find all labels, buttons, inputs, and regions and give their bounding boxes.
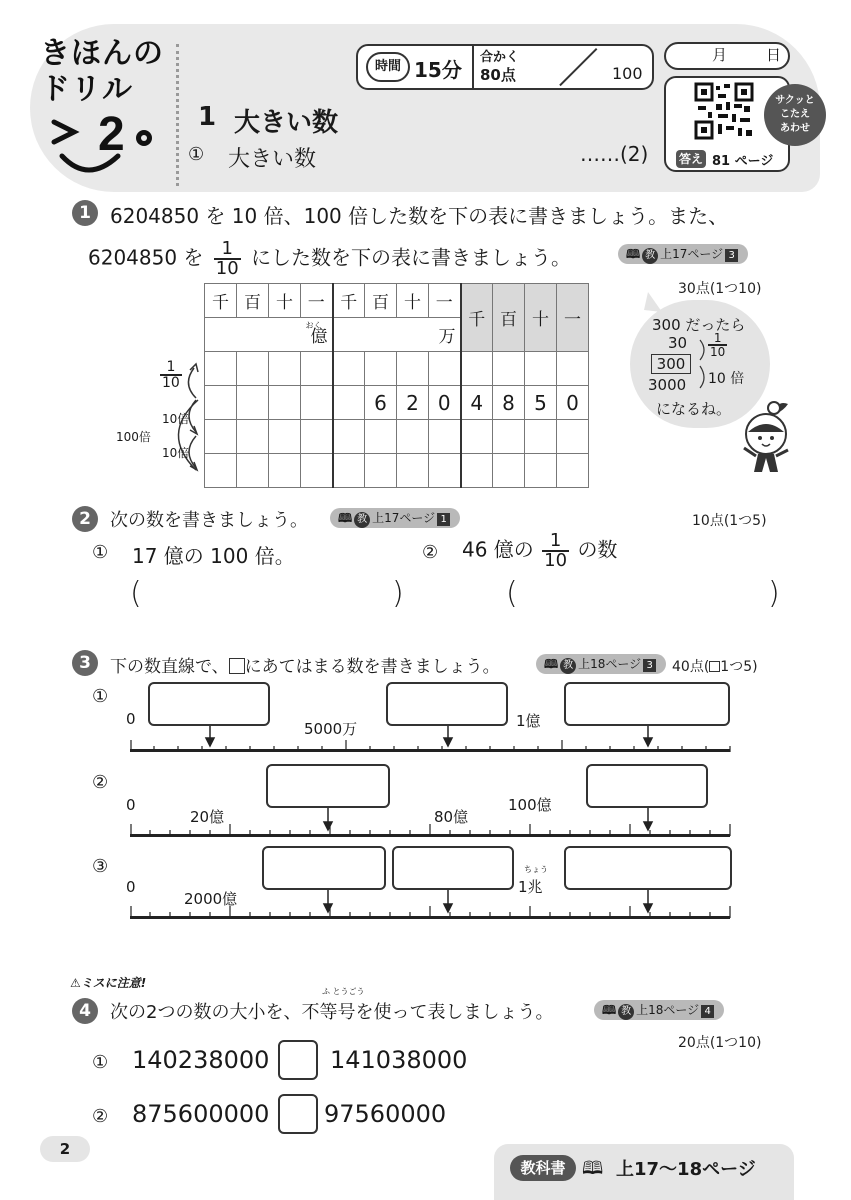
q2-textbook-ref[interactable] [330,508,460,528]
book-icon: 🕮 [582,1158,604,1179]
q1-frac-den: 10 [215,258,239,279]
q4-row1-num: ① [92,1052,109,1073]
q1-points: 30点(1つ10) [678,281,762,297]
box-icon [229,658,245,674]
place-value-table [204,283,589,488]
header-divider [176,44,179,186]
q1-line1: 6204850 を 10 倍、100 倍した数を下の表に書きましょう。また、 [110,204,729,228]
nl1-answer-box-2[interactable] [386,682,508,726]
q1-line2-prefix: 6204850 を [88,245,204,270]
nl2-zero: 0 [126,796,136,814]
q4-ref-mark: 4 [701,1005,714,1018]
q2-item1-text: 17 億の 100 倍。 [132,544,295,568]
table-header-cell: 百 [237,284,269,318]
q2-answer2-open: ( [506,576,518,611]
table-header-cell: 百 [493,284,525,352]
q2-frac-den: 10 [544,550,568,571]
book-icon: 🕮 [602,1003,617,1017]
table-header-cell: 百 [365,284,397,318]
table-header-cell: 千 [461,284,493,352]
pass-label: 合かく [480,50,520,65]
table-cell: 8 [493,386,525,420]
box-icon [709,661,720,672]
question-number-2: 2 [72,506,98,532]
sub-title: 大きい数 [228,147,317,172]
q4-row2-left: 875600000 [132,1100,270,1128]
footer-ref-text: 上17〜18ページ [616,1159,756,1180]
nl3-answer-box-1[interactable] [262,846,386,890]
table-header-cell: 一 [301,284,333,318]
q1-frac-num: 1 [214,240,241,260]
warning-label [70,974,146,991]
q4-text-b: 不等号 [301,1002,356,1023]
nl3-answer-box-3[interactable] [564,846,732,890]
bubble-arrows [696,336,712,396]
group-man: 万 [333,318,461,352]
q2-fraction [542,532,569,570]
logo-number: 2 [98,108,125,161]
kyo-icon: 教 [560,658,576,674]
q3-ref-mark: 3 [643,659,656,672]
logo-title: きほんの ドリル [40,36,164,107]
textbook-badge: 教科書 [510,1155,576,1181]
warning-text: ミスに注意! [80,976,147,990]
side-10x-b: 10倍 [162,446,190,460]
table-row-10x[interactable] [205,420,589,454]
q3-textbook-ref[interactable] [536,654,666,674]
q1-line2 [88,240,571,278]
q2-item2-suffix: の数 [577,537,618,562]
pass-value: 80点 [480,66,516,84]
bubble-line1: 300 だったら [652,316,746,334]
q2-answer1-field[interactable] [152,582,388,616]
q4-ref-text: 上18ページ [636,1003,700,1017]
question-number-3: 3 [72,650,98,676]
q4-row2-compare-box[interactable] [278,1094,318,1134]
nl1-zero: 0 [126,710,136,728]
q1-textbook-ref[interactable] [618,244,748,264]
bubble-line5: になるね。 [656,400,732,418]
book-icon: 🕮 [338,511,353,525]
answer-label: 答え [676,150,706,168]
q2-answer1-close: ) [392,576,404,611]
sub-number: ① [188,144,205,165]
nl3-label-1cho: 1兆 [518,878,543,896]
question-number-1: 1 [72,200,98,226]
bubble-line2: 30 [668,334,688,352]
q4-text-c: を使って表しましょう。 [355,1002,554,1023]
table-cell: 6 [365,386,397,420]
q2-item2-num: ② [422,542,439,563]
table-cell: 0 [429,386,461,420]
table-header-row [205,284,589,318]
day-label: 日 [766,46,782,64]
table-header-cell: 一 [557,284,589,352]
nl1-answer-box-3[interactable] [564,682,730,726]
table-cell [333,386,365,420]
q2-frac-num: 1 [542,532,569,552]
q4-row1-left: 140238000 [132,1046,270,1074]
q2-answer2-close: ) [768,576,780,611]
nl2-ticks [130,808,732,838]
qr-code-icon[interactable] [694,82,754,140]
q2-item2 [462,532,617,570]
nl1-num: ① [92,686,109,707]
time-divider [472,46,474,88]
table-cell: 0 [557,386,589,420]
table-cell [301,386,333,420]
q4-row2-num: ② [92,1106,109,1127]
table-cell: 5 [525,386,557,420]
table-row-tenth[interactable] [205,352,589,386]
q4-points: 20点(1つ10) [678,1035,762,1051]
q2-item2-prefix: 46 億の [462,537,534,562]
q2-answer2-field[interactable] [528,582,764,616]
q3-text-b: にあてはまる数を書きましょう。 [244,657,500,677]
side-frac-den: 10 [162,375,180,391]
mascot-icon [740,398,800,482]
q3-text [110,652,500,677]
table-cell: 2 [397,386,429,420]
q3-text-a: 下の数直線で、 [110,657,229,677]
stopwatch-icon [366,52,410,82]
table-row-original [205,386,589,420]
warning-icon: ⚠ [70,976,81,990]
table-header-cell: 千 [205,284,237,318]
q3-points [672,656,758,676]
q2-text: 次の数を書きましょう。 [110,510,308,531]
side-10x-a: 10倍 [162,412,190,426]
nl3-zero: 0 [126,878,136,896]
table-cell [237,386,269,420]
oku-ruby: おく [305,321,322,330]
bubble-frac-den: 10 [710,345,726,359]
q4-ruby: ふ とうごう [322,987,365,996]
logo-face-icon [48,104,168,184]
q2-points: 10点(1つ5) [692,513,767,529]
q1-line2-suffix: にした数を下の表に書きましょう。 [251,245,572,270]
nl1-label-1oku: 1億 [516,712,541,730]
q1-ref-mark: 3 [725,249,738,262]
nl2-label-100oku: 100億 [508,796,552,814]
table-row-100x[interactable] [205,454,589,488]
q2-ref-mark: 1 [437,513,450,526]
table-header-cell: 十 [269,284,301,318]
unit-title: 大きい数 [234,108,339,138]
bubble-line4b: 10 倍 [708,371,745,387]
q4-row2-right: 97560000 [324,1100,447,1128]
table-header-cell: 千 [333,284,365,318]
nl2-label-20oku: 20億 [190,808,225,826]
kyo-icon: 教 [618,1004,634,1020]
q1-fraction [214,240,241,278]
score-max: 100 [612,64,643,83]
nl3-num: ③ [92,856,109,877]
nl1-ticks [130,726,732,754]
nl3-answer-box-2[interactable] [392,846,514,890]
nl2-answer-box-2[interactable] [586,764,708,808]
nl2-num: ② [92,772,109,793]
q2-ref-text: 上17ページ [372,511,436,525]
q1-ref-text: 上17ページ [660,247,724,261]
table-cell [269,386,301,420]
nl2-label-80oku: 80億 [434,808,469,826]
nl1-label-5000man: 5000万 [304,720,358,738]
answer-page: 81 ページ [712,154,774,169]
nl2-answer-box-1[interactable] [266,764,390,808]
bubble-boxed-value: 300 [651,354,691,374]
q3-ref-text: 上18ページ [578,657,642,671]
oku-label: 億 [310,327,328,347]
q4-textbook-ref[interactable] [594,1000,724,1020]
q3-points-b: 1つ5) [720,659,758,675]
group-oku [205,318,333,352]
side-frac-num: 1 [160,360,182,376]
quick-answer-bubble: サクッと こたえ あわせ [764,84,826,146]
nl1-answer-box-1[interactable] [148,682,270,726]
bubble-frac-num: 1 [708,332,727,346]
table-header-cell: 一 [429,284,461,318]
sub-page: ……(2) [580,142,649,166]
bubble-line4: 3000 [648,376,687,394]
nl3-ruby: ちょう [524,865,548,874]
nl3-ticks [130,890,732,920]
table-cell: 4 [461,386,493,420]
q2-item1-num: ① [92,542,109,563]
q4-text [110,998,553,1024]
q4-row1-right: 141038000 [330,1046,468,1074]
q2-answer1-open: ( [130,576,142,611]
kyo-icon: 教 [354,512,370,528]
table-header-cell: 十 [397,284,429,318]
month-label: 月 [712,46,728,64]
book-icon: 🕮 [544,657,559,671]
time-value: 15分 [414,58,462,82]
unit-number: 1 [198,102,217,132]
nl3-label-2000oku: 2000億 [184,890,238,908]
question-number-4: 4 [72,998,98,1024]
kyo-icon: 教 [642,248,658,264]
side-100x: 100倍 [116,430,151,444]
book-icon: 🕮 [626,247,641,261]
q3-points-a: 40点( [672,659,710,675]
page-number: 2 [40,1136,90,1162]
table-header-cell: 十 [525,284,557,352]
q4-text-a: 次の2つの数の大小を、 [110,1002,302,1023]
q4-row1-compare-box[interactable] [278,1040,318,1080]
side-fraction [160,360,182,390]
time-label: 時間 [374,59,401,74]
